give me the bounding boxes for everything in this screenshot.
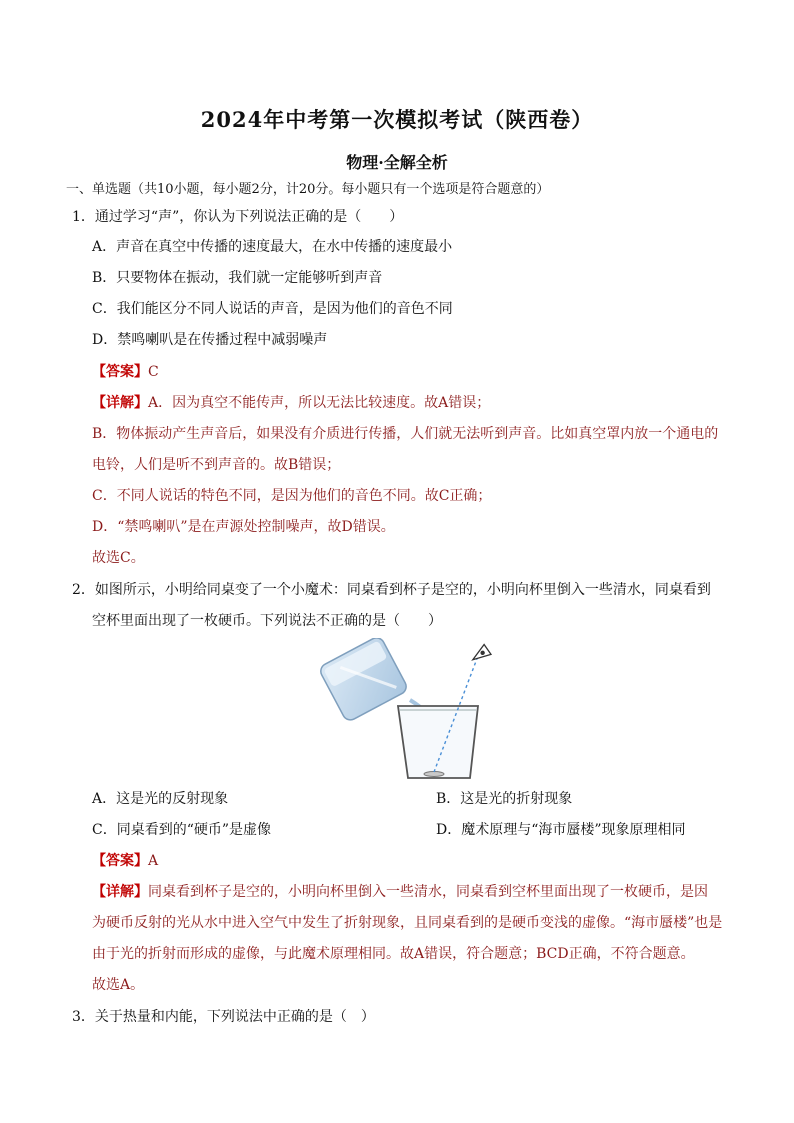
q2-option-a: A．这是光的反射现象	[92, 791, 229, 807]
q2-option-b: B．这是光的折射现象	[436, 791, 573, 807]
q1-detail-2: B．物体振动产生声音后，如果没有介质进行传播，人们就无法听到声音。比如真空罩内放一个通电的	[92, 426, 719, 442]
q1-detail-3: 电铃，人们是听不到声音的。故B错误；	[92, 457, 341, 473]
pouring-beaker	[318, 638, 409, 723]
q1-detail-text-1: A．因为真空不能传声，所以无法比较速度。故A错误；	[148, 395, 491, 411]
q1-detail-1	[92, 394, 490, 412]
q2-answer	[92, 852, 158, 870]
exam-title: 2024年中考第一次模拟考试（陕西卷）	[200, 107, 594, 132]
cup-coin-figure	[318, 638, 498, 784]
q1-answer-tag: 【答案】	[92, 364, 148, 380]
q2-stem-1: 2．如图所示，小明给同桌变了一个小魔术：同桌看到杯子是空的，小明向杯里倒入一些清水，同桌看到	[72, 582, 711, 598]
q2-detail-1	[92, 883, 708, 901]
q2-detail-4: 故选A。	[92, 977, 145, 993]
q1-option-a: A．声音在真空中传播的速度最大，在水中传播的速度最小	[92, 239, 453, 255]
q1-stem: 1．通过学习“声”，你认为下列说法正确的是（ ）	[72, 209, 404, 225]
q2-detail-3: 由于光的折射而形成的虚像，与此魔术原理相同。故A错误，符合题意；BCD正确，不符合题意。	[92, 946, 695, 962]
exam-subtitle: 物理·全解全析	[346, 153, 448, 172]
q1-option-d: D．禁鸣喇叭是在传播过程中减弱噪声	[92, 332, 328, 348]
q2-answer-tag: 【答案】	[92, 853, 148, 869]
q2-option-d: D．魔术原理与“海市蜃楼”现象原理相同	[436, 822, 686, 838]
q1-option-c: C．我们能区分不同人说话的声音，是因为他们的音色不同	[92, 301, 453, 317]
eye-icon	[469, 644, 491, 664]
q2-detail-2: 为硬币反射的光从水中进入空气中发生了折射现象，且同桌看到的是硬币变浅的虚像。“海市蜃楼”也是	[92, 915, 723, 931]
q1-option-b: B．只要物体在振动，我们就一定能够听到声音	[92, 270, 383, 286]
q1-detail-6: 故选C。	[92, 550, 145, 566]
section-heading: 一、单选题（共10小题，每小题2分，计20分。每小题只有一个选项是符合题意的）	[66, 182, 550, 197]
q1-answer-value: C	[148, 364, 159, 380]
q1-detail-5: D．“禁鸣喇叭”是在声源处控制噪声，故D错误。	[92, 519, 395, 535]
q1-detail-tag: 【详解】	[92, 395, 148, 411]
q2-option-c: C．同桌看到的“硬币”是虚像	[92, 822, 272, 838]
q2-answer-value: A	[148, 853, 159, 869]
q2-stem-2: 空杯里面出现了一枚硬币。下列说法不正确的是（ ）	[92, 613, 442, 629]
q1-detail-4: C．不同人说话的特色不同，是因为他们的音色不同。故C正确；	[92, 488, 492, 504]
q2-detail-tag: 【详解】	[92, 884, 148, 900]
q2-detail-text-1: 同桌看到杯子是空的，小明向杯里倒入一些清水，同桌看到空杯里面出现了一枚硬币，是因	[148, 884, 708, 900]
q3-stem: 3．关于热量和内能，下列说法中正确的是（ ）	[72, 1009, 375, 1025]
q1-answer	[92, 363, 159, 381]
